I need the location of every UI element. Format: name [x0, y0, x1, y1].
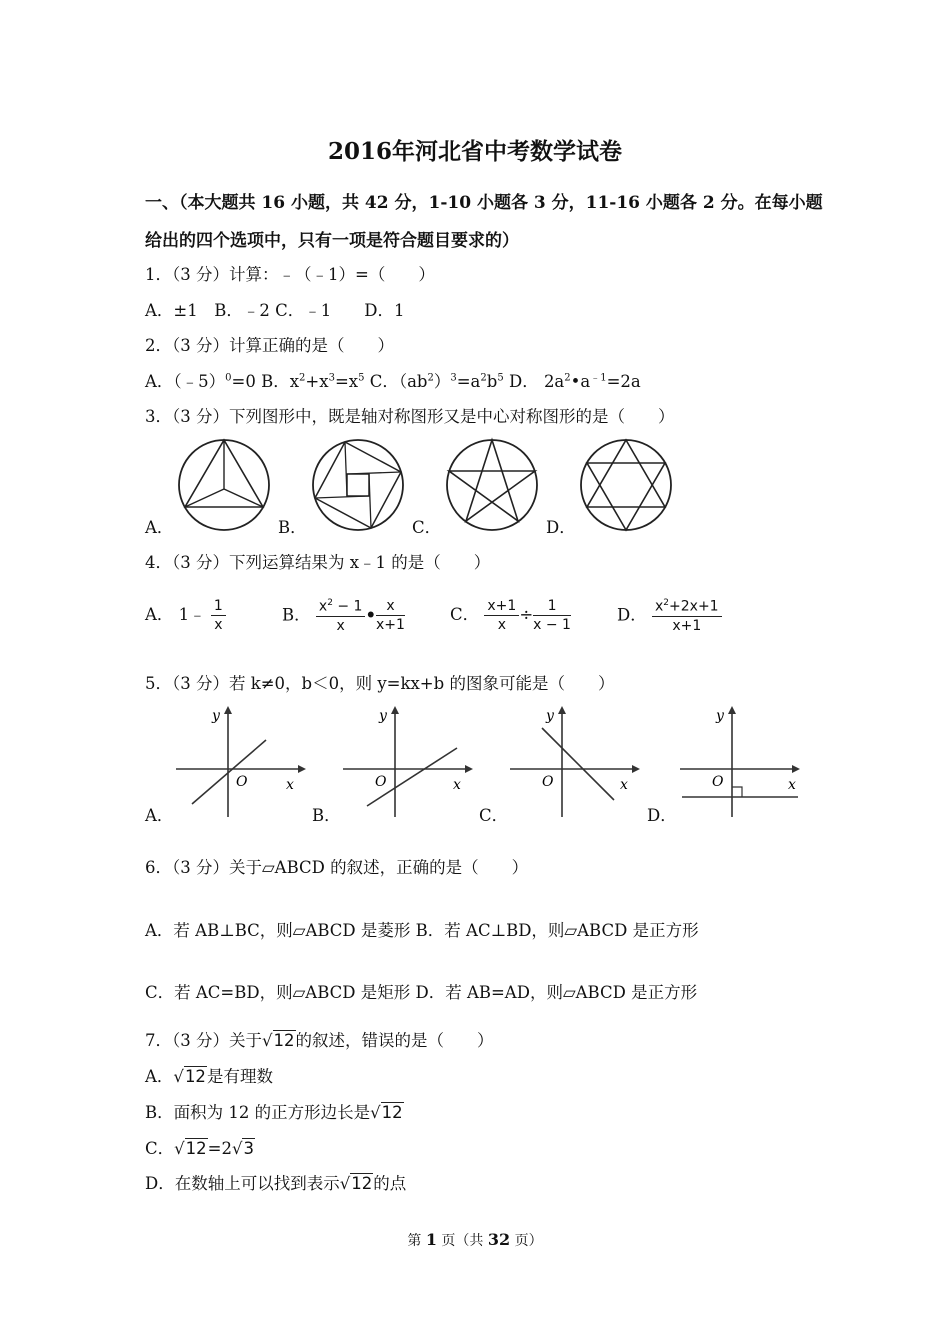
svg-text:x: x — [286, 777, 294, 793]
page-footer: 第 1 页（共 32 页） — [407, 1230, 543, 1249]
q5-label-a: A． — [145, 806, 174, 825]
q3-label-a: A． — [145, 518, 174, 537]
svg-text:x: x — [453, 777, 461, 793]
svg-text:O: O — [236, 774, 248, 790]
q3-figure-a — [176, 437, 272, 533]
q7-option-c: C．√12=2√3 — [145, 1139, 254, 1158]
svg-text:y: y — [212, 708, 220, 724]
q3-figure-c — [444, 437, 540, 533]
q5-graph-a — [172, 702, 308, 822]
svg-text:x: x — [620, 777, 628, 793]
q3-stem: 3．（3 分）下列图形中，既是轴对称图形又是中心对称图形的是（ ） — [145, 407, 675, 426]
svg-text:O: O — [712, 774, 724, 790]
q7-option-d: D．在数轴上可以找到表示√12的点 — [145, 1174, 407, 1193]
q7-option-a: A．√12是有理数 — [145, 1067, 273, 1086]
q3-figure-b — [310, 437, 406, 533]
q6-stem: 6．（3 分）关于▱ABCD 的叙述，正确的是（ ） — [145, 858, 529, 877]
q5-stem: 5．（3 分）若 k≠0，b＜0，则 y=kx+b 的图象可能是（ ） — [145, 674, 615, 693]
svg-text:O: O — [542, 774, 554, 790]
q5-label-d: D． — [647, 806, 677, 825]
q6-options-cd: C．若 AC=BD，则▱ABCD 是矩形 D．若 AB=AD，则▱ABCD 是正方形 — [145, 983, 698, 1002]
q5-graph-c — [506, 702, 642, 822]
q2-stem: 2．（3 分）计算正确的是（ ） — [145, 336, 394, 355]
q7-stem: 7．（3 分）关于√12的叙述，错误的是（ ） — [145, 1031, 494, 1050]
svg-text:y: y — [716, 708, 724, 724]
svg-text:x: x — [788, 777, 796, 793]
q4-option-a: A． 1﹣ $\frac{1}{x}$ — [145, 598, 226, 633]
svg-text:y: y — [379, 708, 387, 724]
q7-option-b: B．面积为 12 的正方形边长是√12 — [145, 1103, 403, 1122]
q3-label-b: B． — [278, 518, 307, 537]
q4-option-d: D． $\frac{x^2+2x+1}{x+1}$ — [617, 598, 722, 634]
q5-label-b: B． — [312, 806, 341, 825]
q3-label-c: C． — [412, 518, 442, 537]
section-heading-line2: 给出的四个选项中，只有一项是符合题目要求的） — [145, 231, 519, 251]
q5-graph-d — [676, 702, 806, 822]
page-title: 2016年河北省中考数学试卷 — [327, 138, 622, 165]
q2-options: A．（﹣5）$^0$=0 B．$x^2+x^3=x^5$ C．$(ab^2)^3=a^2b^5$ D． $2a^2•a^{﹣1}=2a$ — [145, 372, 641, 391]
q4-option-b: B． $\frac{x^2 - 1}{x}$ • $\frac{x}{x+1}$ — [282, 598, 405, 634]
q4-option-c: C． $\frac{x+1}{x}$ ÷ $\frac{1}{x - 1}$ — [450, 598, 571, 633]
q5-label-c: C． — [479, 806, 509, 825]
q6-options-ab: A．若 AB⊥BC，则▱ABCD 是菱形 B．若 AC⊥BD，则▱ABCD 是正方形 — [145, 921, 699, 940]
q4-stem: 4．（3 分）下列运算结果为 x﹣1 的是（ ） — [145, 553, 491, 572]
section-heading-line1: 一、（本大题共 16 小题，共 42 分，1-10 小题各 3 分，11-16 小题各 2 分。在每小题 — [145, 193, 823, 213]
svg-text:y: y — [546, 708, 554, 724]
q3-figure-d — [578, 437, 674, 533]
q3-label-d: D． — [546, 518, 576, 537]
q1-options: A．±1 B．﹣2 C．﹣1 D．1 — [145, 301, 405, 320]
q1-stem: 1．（3 分）计算：﹣（﹣1）=（ ） — [145, 265, 435, 284]
q5-graph-b — [339, 702, 475, 822]
svg-text:O: O — [375, 774, 387, 790]
